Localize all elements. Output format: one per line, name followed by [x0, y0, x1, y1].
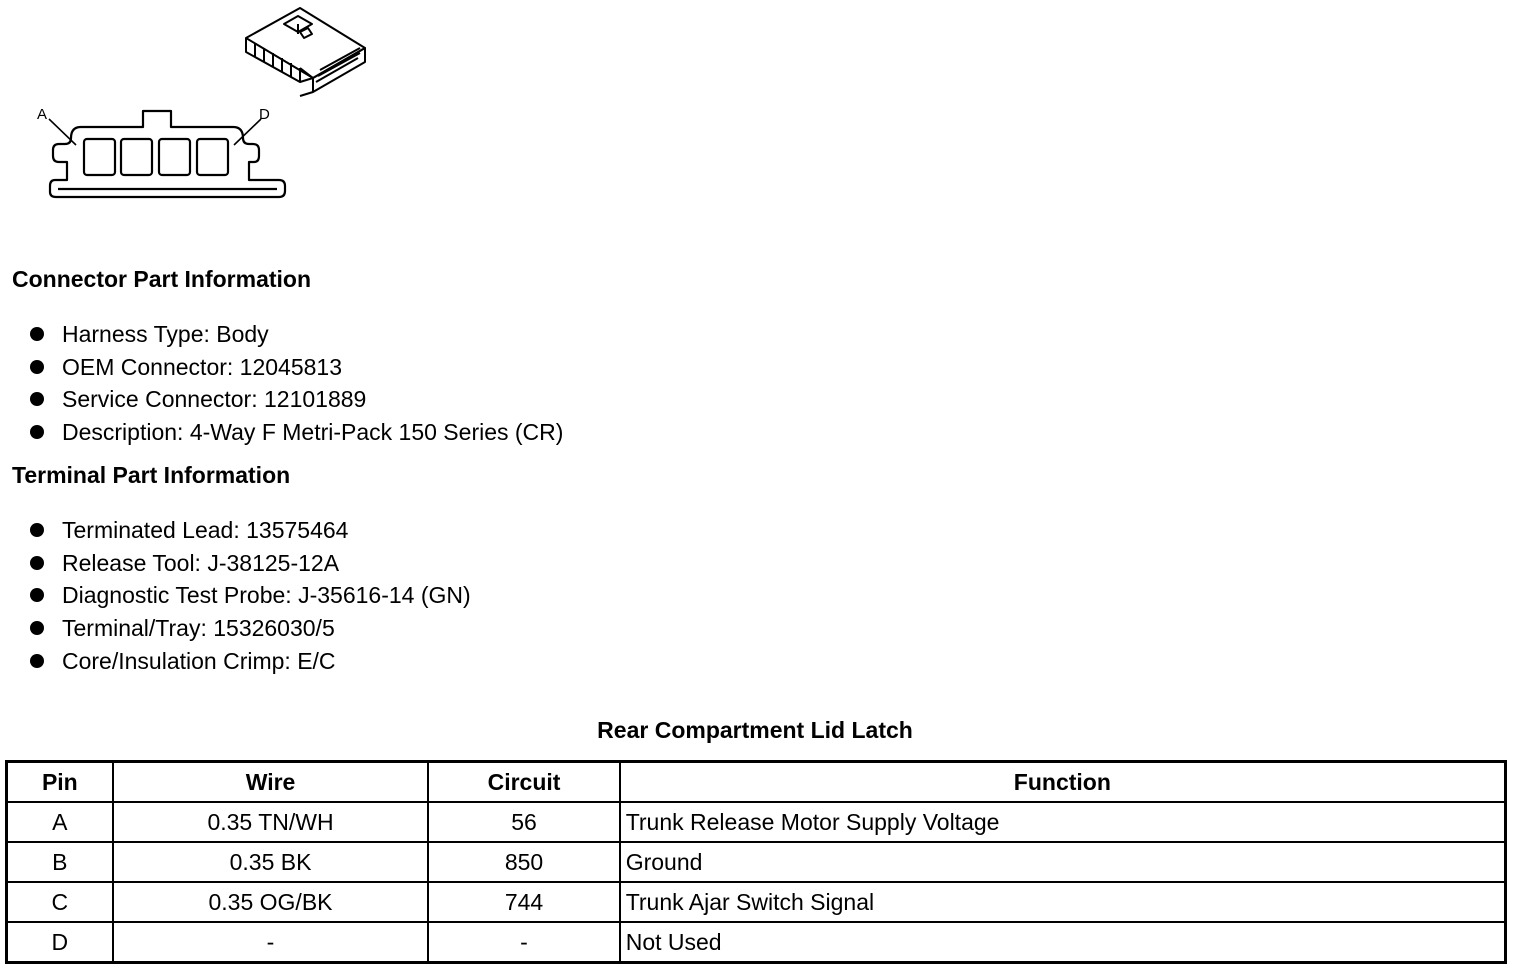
- cell-wire: -: [113, 922, 429, 963]
- bullet-icon: [30, 556, 44, 570]
- cell-pin: B: [7, 842, 113, 882]
- terminal-cavity-b: [121, 139, 152, 175]
- cell-circuit: -: [428, 922, 619, 963]
- bullet-icon: [30, 654, 44, 668]
- list-item: Harness Type: Body: [28, 320, 563, 353]
- header-wire: Wire: [113, 762, 429, 803]
- list-item: Terminal/Tray: 15326030/5: [28, 614, 471, 647]
- cell-function: Trunk Ajar Switch Signal: [620, 882, 1506, 922]
- cell-circuit: 850: [428, 842, 619, 882]
- connector-info-list: [28, 320, 563, 451]
- connector-front-view: [50, 111, 285, 197]
- pin-a-label: A: [37, 106, 48, 123]
- terminal-info-list: [28, 516, 471, 679]
- list-item: Terminated Lead: 13575464: [28, 516, 471, 549]
- pin-d-leader: [234, 119, 261, 145]
- cell-function: Ground: [620, 842, 1506, 882]
- cell-function: Trunk Release Motor Supply Voltage: [620, 802, 1506, 842]
- connector-diagram: [0, 0, 400, 215]
- pinout-table: [5, 760, 1507, 964]
- bullet-icon: [30, 327, 44, 341]
- cell-pin: C: [7, 882, 113, 922]
- list-item: Release Tool: J-38125-12A: [28, 549, 471, 582]
- terminal-cavity-d: [197, 139, 228, 175]
- cell-wire: 0.35 TN/WH: [113, 802, 429, 842]
- table-row: [7, 802, 1506, 842]
- header-function: Function: [620, 762, 1506, 803]
- cell-pin: D: [7, 922, 113, 963]
- bullet-icon: [30, 588, 44, 602]
- header-pin: Pin: [7, 762, 113, 803]
- pin-d-label: D: [259, 106, 270, 123]
- header-circuit: Circuit: [428, 762, 619, 803]
- bullet-icon: [30, 425, 44, 439]
- list-item: Service Connector: 12101889: [28, 385, 563, 418]
- bullet-icon: [30, 621, 44, 635]
- table-row: [7, 842, 1506, 882]
- cell-wire: 0.35 BK: [113, 842, 429, 882]
- list-item: Diagnostic Test Probe: J-35616-14 (GN): [28, 581, 471, 614]
- table-row: [7, 882, 1506, 922]
- table-row: [7, 922, 1506, 963]
- cell-function: Not Used: [620, 922, 1506, 963]
- cell-circuit: 56: [428, 802, 619, 842]
- table-header-row: [7, 762, 1506, 803]
- cell-pin: A: [7, 802, 113, 842]
- bullet-icon: [30, 360, 44, 374]
- cell-circuit: 744: [428, 882, 619, 922]
- bullet-icon: [30, 392, 44, 406]
- list-item: Core/Insulation Crimp: E/C: [28, 647, 471, 680]
- list-item: OEM Connector: 12045813: [28, 353, 563, 386]
- terminal-cavity-a: [84, 139, 115, 175]
- connector-3d-view: [246, 8, 365, 96]
- connector-info-heading: Connector Part Information: [12, 266, 312, 292]
- bullet-icon: [30, 523, 44, 537]
- terminal-info-heading: Terminal Part Information: [12, 462, 291, 488]
- terminal-cavity-c: [159, 139, 190, 175]
- table-title: Rear Compartment Lid Latch: [597, 717, 913, 743]
- cell-wire: 0.35 OG/BK: [113, 882, 429, 922]
- list-item: Description: 4-Way F Metri-Pack 150 Series (CR): [28, 418, 563, 451]
